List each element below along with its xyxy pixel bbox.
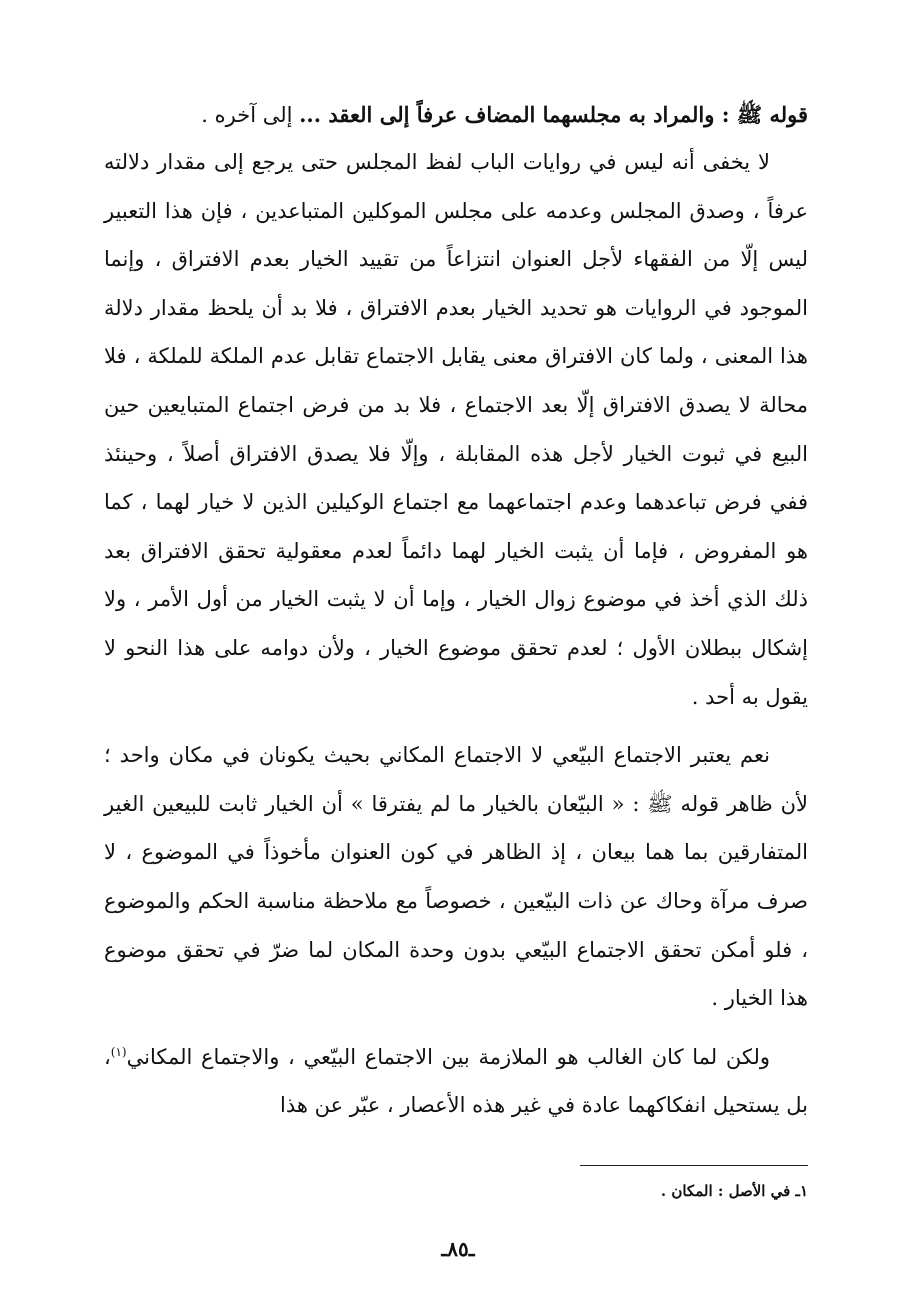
page-body — [104, 96, 808, 1140]
heading-tail: إلى آخره . — [201, 103, 300, 127]
footnote-divider — [580, 1165, 808, 1166]
paragraph-3-start: ولكن لما كان الغالب هو الملازمة بين الاجتماع البيّعي ، والاجتماع المكاني — [126, 1044, 770, 1069]
paragraph-2: نعم يعتبر الاجتماع البيّعي لا الاجتماع المكاني بحيث يكونان في مكان واحد ؛ لأن ظاهر قوله ﷺ : « البيّعان بالخيار ما لم يفترقا » أن الخيار ثابت للبيعين الغير المتفارقين بما هما بيعان ، إذ الظاهر في كون العنوان مأخوذاً في الموضوع ، لا صرف مرآة وحاك عن ذات البيّعين ، خصوصاً مع ملاحظة مناسبة الحكم والموضوع ، فلو أمكن تحقق الاجتماع البيّعي بدون وحدة المكان لما ضرّ في تحقق موضوع هذا الخيار . — [104, 743, 808, 1011]
paragraph-3-end: ، بل يستحيل انفكاكهما عادة في غير هذه الأعصار ، عبّر عن هذا — [104, 1044, 808, 1118]
footnote: ١ـ في الأصل : المكان . — [660, 1182, 808, 1200]
section-heading — [104, 96, 808, 134]
page-number: ـ٨٥ـ — [441, 1237, 475, 1261]
footnote-marker: (١) — [110, 1044, 127, 1059]
paragraph-1: لا يخفى أنه ليس في روايات الباب لفظ المجلس حتى يرجع إلى مقدار دلالته عرفاً ، وصدق المجلس وعدمه على مجلس الموكلين المتباعدين ، فإن هذا التعبير ليس إلّا من الفقهاء لأجل العنوان انتزاعاً من تقييد الخيار بعدم الافتراق ، وإنما الموجود في الروايات هو تحديد الخيار بعدم الافتراق ، فلا بد أن يلحظ مقدار دلالة هذا المعنى ، ولما كان الافتراق معنى يقابل الاجتماع تقابل عدم الملكة للملكة ، فلا محالة لا يصدق الافتراق إلّا بعد الاجتماع ، فلا بد من فرض اجتماع المتبايعين حين البيع في ثبوت الخيار لأجل هذه المقابلة ، وإلّا فلا يصدق الافتراق أصلاً ، وحينئذ ففي فرض تباعدهما وعدم اجتماعهما مع اجتماع الوكيلين الذين لا خيار لهما ، كما هو المفروض ، فإما أن يثبت الخيار لهما دائماً لعدم معقولية تحقق الافتراق بعد ذلك الذي أخذ في موضوع زوال الخيار ، وإما أن لا يثبت الخيار من أول الأمر ، ولا إشكال ببطلان الأول ؛ لعدم تحقق موضوع الخيار ، ولأن دوامه على هذا النحو لا يقول به أحد . — [104, 150, 808, 709]
paragraph-3 — [104, 1033, 808, 1130]
heading-quote: قوله ﷺ : والمراد به مجلسهما المضاف عرفاً إلى العقد ... — [299, 102, 808, 127]
